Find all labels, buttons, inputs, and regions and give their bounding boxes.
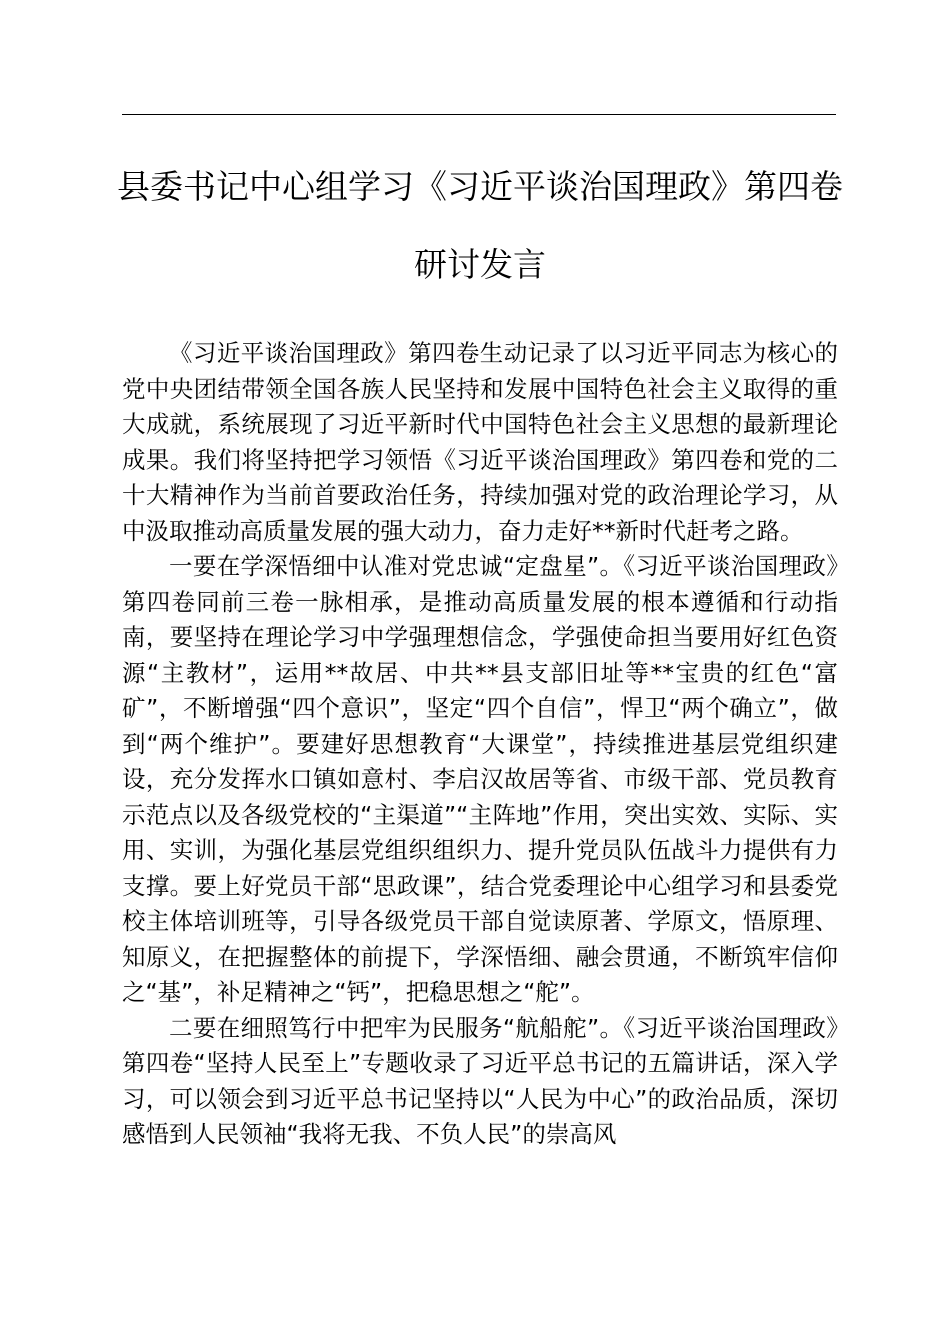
document-body [122,336,838,1153]
paragraph-point-one: 一要在学深悟细中认准对党忠诚“定盘星”。《习近平谈治国理政》第四卷同前三卷一脉相承，是推动高质量发展的根本遵循和行动指南，要坚持在理论学习中学强理想信念，学强使命担当要用好红色资源“主教材”，运用**故居、中共**县支部旧址等**宝贵的红色“富矿”，不断增强“四个意识”，坚定“四个自信”，悍卫“两个确立”，做到“两个维护”。要建好思想教育“大课堂”，持续推进基层党组织建设，充分发挥水口镇如意村、李启汉故居等省、市级干部、党员教育示范点以及各级党校的“主渠道”“主阵地”作用，突出实效、实际、实用、实训，为强化基层党组织组织力、提升党员队伍战斗力提供有力支撑。要上好党员干部“思政课”，结合党委理论中心组学习和县委党校主体培训班等，引导各级党员干部自觉读原著、学原文，悟原理、知原义，在把握整体的前提下，学深悟细、融会贯通，不断筑牢信仰之“基”，补足精神之“钙”，把稳思想之“舵”。 [122,552,838,1006]
header-rule [122,114,836,115]
document-title: 县委书记中心组学习《习近平谈治国理政》第四卷研讨发言 [117,167,843,284]
paragraph-intro: 《习近平谈治国理政》第四卷生动记录了以习近平同志为核心的党中央团结带领全国各族人民坚持和发展中国特色社会主义取得的重大成就，系统展现了习近平新时代中国特色社会主义思想的最新理论成果。我们将坚持把学习领悟《习近平谈治国理政》第四卷和党的二十大精神作为当前首要政治任务，持续加强对党的政治理论学习，从中汲取推动高质量发展的强大动力，奋力走好**新时代赶考之路。 [122,339,838,545]
paragraph-point-two: 二要在细照笃行中把牢为民服务“航船舵”。《习近平谈治国理政》第四卷“坚持人民至上”专题收录了习近平总书记的五篇讲话，深入学习，可以领会到习近平总书记坚持以“人民为中心”的政治品质，深切感悟到人民领袖“我将无我、不负人民”的崇高风 [122,1013,838,1148]
